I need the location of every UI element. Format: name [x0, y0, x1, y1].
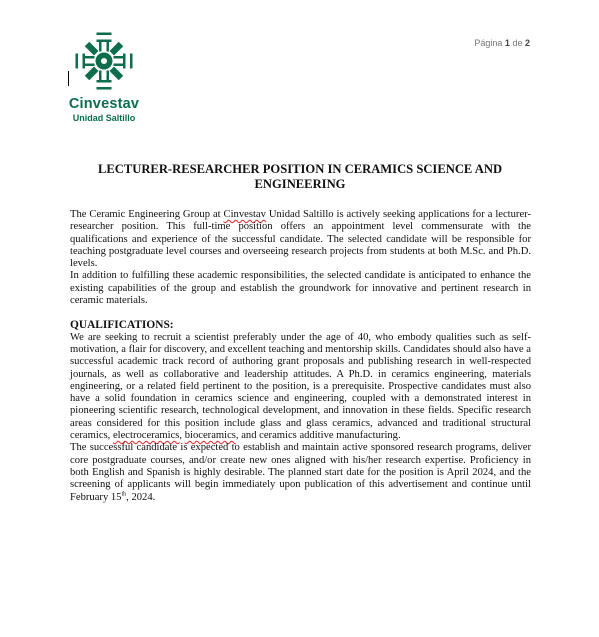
logo-unit-name: Unidad Saltillo: [72, 113, 136, 123]
page-current: 1: [504, 38, 510, 48]
title-line-1: LECTURER-RESEARCHER POSITION IN CERAMICS SCIENCE AND: [97, 162, 503, 176]
cinvestav-emblem-icon: [70, 30, 138, 92]
document-title: [70, 162, 530, 192]
qualifications-heading: QUALIFICATIONS:: [70, 319, 174, 332]
page-label: Página: [474, 38, 503, 48]
page-of: de: [512, 38, 523, 48]
logo-wordmark: Cinvestav: [68, 96, 140, 112]
paragraph-expectations: The successful candidate is expected to establish and maintain active sponsored research programs, deliver core postgraduate courses, and/or create new ones aligned with his/her research expertise. Proficiency in both English and Spanish is highly desirable. The planned start date for the position is April 2024, and the screening of applicants will begin immediately upon publication of this advertisement and continue until February 15th, 2024.: [70, 442, 531, 503]
text-cursor: [68, 71, 69, 86]
page-total: 2: [524, 38, 530, 48]
paragraph-intro: The Ceramic Engineering Group at Cinvestav Unidad Saltillo is actively seeking applications for a lecturer-researcher position. This full-time position offers an appointment level commensurate with the qualifications and experience of the successful candidate. The selected candidate will be responsible for teaching postgraduate level courses and overseeing research projects from students at both M.Sc. and Ph.D. levels.: [70, 209, 531, 270]
spellcheck-word: electroceramics: [112, 430, 180, 442]
paragraph-responsibilities: In addition to fulfilling these academic responsibilities, the selected candidate is anticipated to enhance the existing capabilities of the group and establish the groundwork for innovative and pertinent research in ceramic materials.: [70, 270, 531, 307]
document-body: [70, 209, 531, 504]
spellcheck-word: bioceramics: [184, 430, 236, 442]
page-number: [474, 38, 530, 48]
cinvestav-logo: [66, 30, 142, 123]
paragraph-qualifications: We are seeking to recruit a scientist preferably under the age of 40, who embody qualities such as self-motivation, a flair for discovery, and excellent teaching and mentorship skills. Candidates should also have a successful academic track record of authoring grant proposals and publishing research in well-respected journals, as well as collaborative and leadership attitudes. A Ph.D. in ceramics engineering, materials engineering, or a related field pertinent to the position, is a prerequisite. Prospective candidates must also have a solid foundation in ceramics science and engineering, coupled with a demonstrated interest in pioneering scientific research, technological development, and innovation in these fields. Specific research areas considered for this position include glass and glass ceramics, advanced and traditional structural ceramics, electroceramics, bioceramics, and ceramics additive manufacturing.: [70, 331, 531, 442]
title-line-2: ENGINEERING: [254, 177, 346, 191]
spellcheck-word: Cinvestav: [223, 209, 266, 220]
